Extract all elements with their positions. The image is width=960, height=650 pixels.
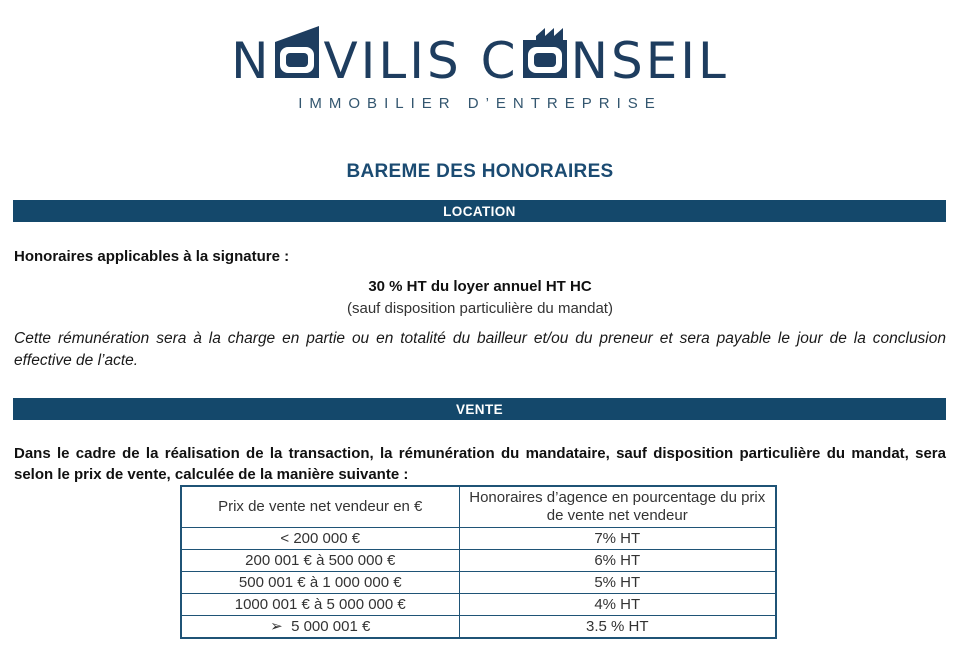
price-range-cell: < 200 000 € (181, 528, 459, 550)
location-remuneration-note: Cette rémunération sera à la charge en partie ou en totalité du bailleur et/ou du preneur et sera payable le jour de la conclusion effective de l’acte. (14, 329, 946, 369)
banner-location-label: LOCATION (443, 203, 516, 219)
section-banner-location (13, 200, 946, 222)
fee-cell: 3.5 % HT (459, 616, 776, 639)
fees-table-header-price: Prix de vente net vendeur en € (181, 486, 459, 528)
price-range-cell: ➢ 5 000 001 € (181, 616, 459, 639)
price-range-cell: 200 001 € à 500 000 € (181, 550, 459, 572)
fees-table-header-row (181, 486, 776, 528)
location-intro-text: Honoraires applicables à la signature : (14, 248, 290, 265)
section-banner-vente (13, 398, 946, 420)
location-rate-note: (sauf disposition particulière du mandat) (347, 300, 613, 317)
table-row (181, 594, 776, 616)
fee-cell: 4% HT (459, 594, 776, 616)
fee-cell: 7% HT (459, 528, 776, 550)
table-row (181, 616, 776, 639)
logo (0, 26, 960, 112)
logo-wordmark (231, 26, 729, 90)
vente-intro-text: Dans le cadre de la réalisation de la transaction, la rémunération du mandataire, sauf disposition particulière du mandat, sera selon le prix de vente, calculée de la manière suivante : (14, 445, 946, 483)
building-roof-o-icon (275, 26, 319, 78)
fee-cell: 6% HT (459, 550, 776, 572)
price-range-cell: 500 001 € à 1 000 000 € (181, 572, 459, 594)
fee-cell: 5% HT (459, 572, 776, 594)
price-range-cell: 1000 001 € à 5 000 000 € (181, 594, 459, 616)
table-row (181, 528, 776, 550)
page-title: BAREME DES HONORAIRES (346, 161, 614, 182)
logo-text-start: N (231, 32, 272, 90)
fees-table-header-fee: Honoraires d’agence en pourcentage du prix de vente net vendeur (459, 486, 776, 528)
factory-roof-o-icon (523, 26, 567, 78)
table-row (181, 550, 776, 572)
banner-vente-label: VENTE (455, 401, 503, 417)
table-row (181, 572, 776, 594)
logo-subtitle: IMMOBILIER D’ENTREPRISE (298, 95, 662, 112)
location-rate-text: 30 % HT du loyer annuel HT HC (368, 278, 592, 295)
logo-text-end: NSEIL (570, 32, 729, 90)
fees-table (180, 485, 777, 639)
logo-text-middle: VILIS C (323, 32, 519, 90)
